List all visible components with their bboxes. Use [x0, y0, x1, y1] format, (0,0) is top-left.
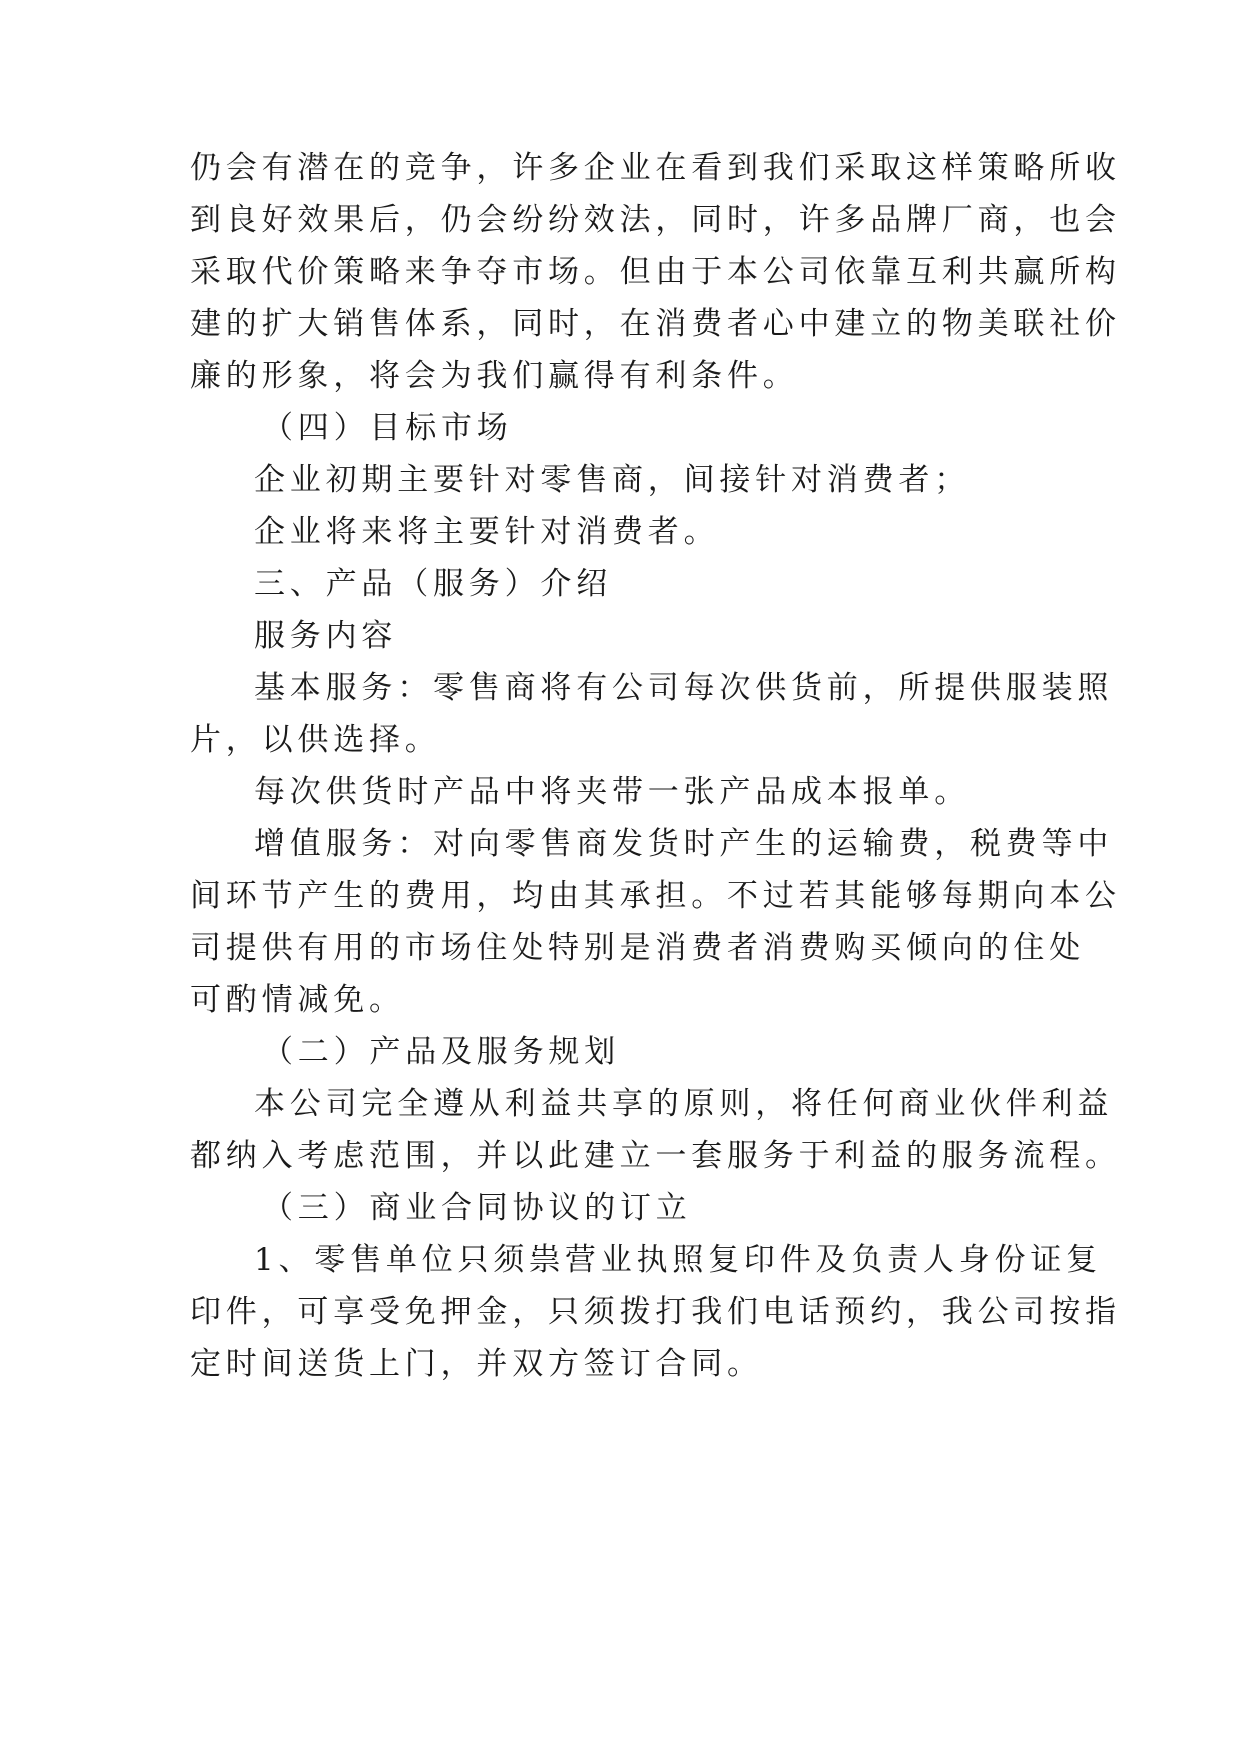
subsection-heading: 服务内容: [254, 618, 398, 654]
paragraph-line: 廉的形象，将会为我们赢得有利条件。: [190, 358, 799, 394]
paragraph-line: 企业初期主要针对零售商，间接针对消费者；: [254, 462, 970, 498]
paragraph-line: 企业将来将主要针对消费者。: [254, 514, 720, 550]
section-heading: （四）目标市场: [262, 410, 513, 446]
paragraph-line: 印件，可享受免押金，只须拨打我们电话预约，我公司按指: [190, 1294, 1121, 1330]
paragraph-line: 1、零售单位只须祟营业执照复印件及负责人身份证复: [254, 1242, 1102, 1278]
section-heading: （二）产品及服务规划: [262, 1034, 620, 1070]
paragraph-line: 仍会有潜在的竞争，许多企业在看到我们采取这样策略所收: [190, 150, 1121, 186]
paragraph-line: 片，以供选择。: [190, 722, 441, 758]
paragraph-line: 每次供货时产品中将夹带一张产品成本报单。: [254, 774, 970, 810]
paragraph-line: 建的扩大销售体系，同时，在消费者心中建立的物美联社价: [190, 306, 1121, 342]
paragraph-line: 本公司完全遵从利益共享的原则，将任何商业伙伴利益: [254, 1086, 1114, 1122]
paragraph-line: 到良好效果后，仍会纷纷效法，同时，许多品牌厂商，也会: [190, 202, 1121, 238]
section-heading: 三、产品（服务）介绍: [254, 566, 612, 602]
paragraph-line: 可酌情减免。: [190, 982, 405, 1018]
paragraph-line: 定时间送货上门，并双方签订合同。: [190, 1346, 763, 1382]
paragraph-line: 采取代价策略来争夺市场。但由于本公司依靠互利共赢所构: [190, 254, 1121, 290]
paragraph-line: 间环节产生的费用，均由其承担。不过若其能够每期向本公: [190, 878, 1121, 914]
paragraph-line: 增值服务：对向零售商发货时产生的运输费，税费等中: [254, 826, 1114, 862]
section-heading: （三）商业合同协议的订立: [262, 1190, 692, 1226]
paragraph-line: 基本服务：零售商将有公司每次供货前，所提供服装照: [254, 670, 1114, 706]
paragraph-line: 都纳入考虑范围，并以此建立一套服务于利益的服务流程。: [190, 1138, 1121, 1174]
paragraph-line: 司提供有用的市场住处特别是消费者消费购买倾向的住处: [190, 930, 1085, 966]
